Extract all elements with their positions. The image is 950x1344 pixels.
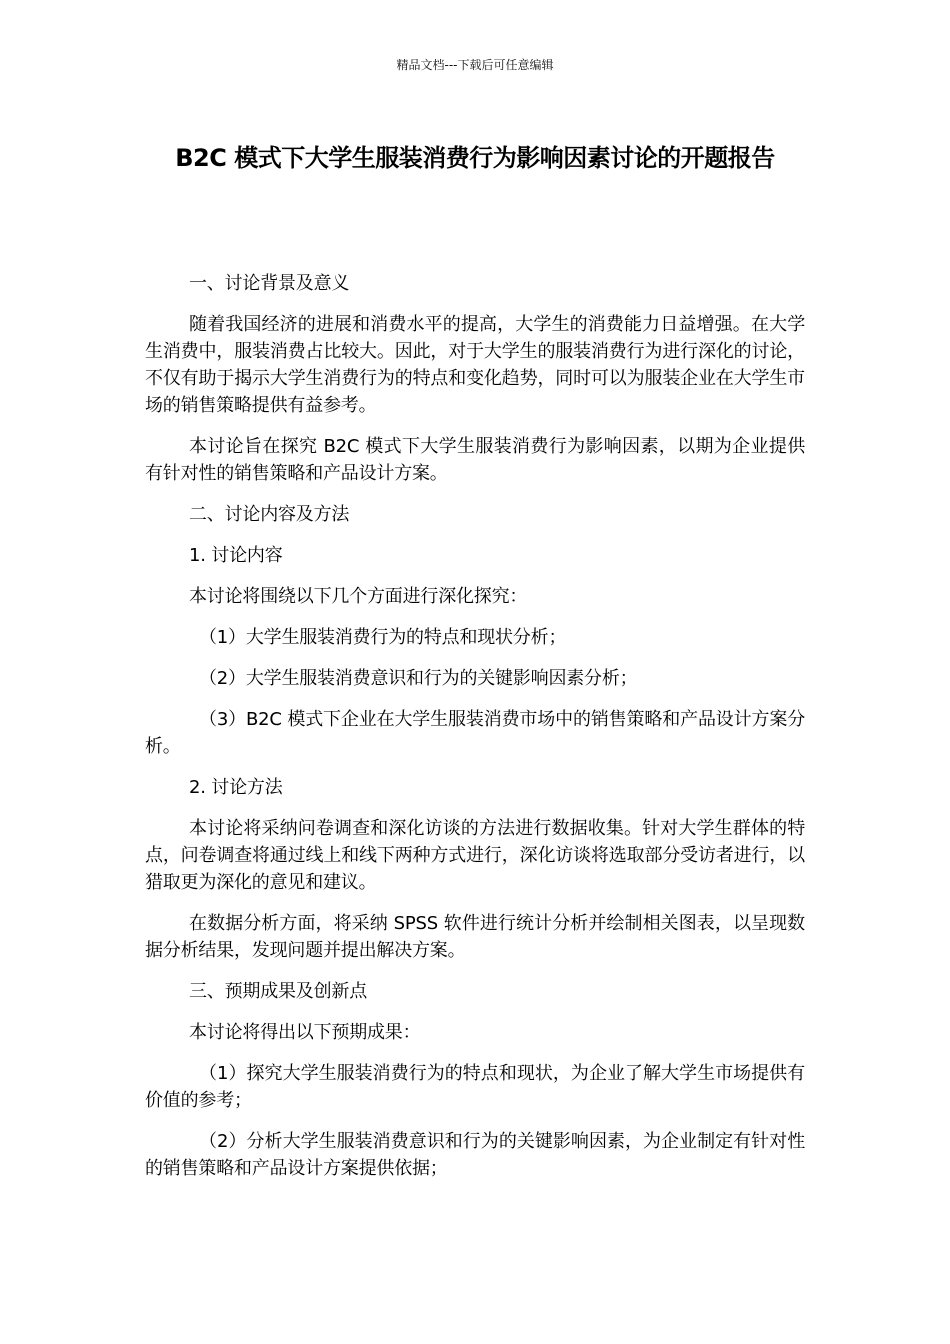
section-heading-content-method: 二、讨论内容及方法 <box>189 504 350 525</box>
paragraph-method-collection: 本讨论将采纳问卷调查和深化访谈的方法进行数据收集。针对大学生群体的特点，问卷调查将通过线上和线下两种方式进行，深化访谈将选取部分受访者进行，以猎取更为深化的意见和建议。 <box>145 818 805 893</box>
document-body <box>145 270 805 1196</box>
list-item-content-3: （3）B2C 模式下企业在大学生服装消费市场中的销售策略和产品设计方案分析。 <box>145 709 805 757</box>
list-item-content-2: （2）大学生服装消费意识和行为的关键影响因素分析； <box>199 668 638 689</box>
paragraph-background: 随着我国经济的进展和消费水平的提高，大学生的消费能力日益增强。在大学生消费中，服装消费占比较大。因此，对于大学生的服装消费行为进行深化的讨论，不仅有助于揭示大学生消费行为的特点和变化趋势，同时可以为服装企业在大学生市场的销售策略提供有益参考。 <box>145 314 805 416</box>
list-item-content-1: （1）大学生服装消费行为的特点和现状分析； <box>199 627 567 648</box>
subheading-content: 1. 讨论内容 <box>189 545 283 566</box>
list-item-outcome-2: （2）分析大学生服装消费意识和行为的关键影响因素，为企业制定有针对性的销售策略和产品设计方案提供依据； <box>145 1131 805 1179</box>
paragraph-outcomes-intro: 本讨论将得出以下预期成果： <box>189 1022 421 1043</box>
list-item-outcome-1: （1）探究大学生服装消费行为的特点和现状，为企业了解大学生市场提供有价值的参考； <box>145 1063 805 1111</box>
paragraph-purpose: 本讨论旨在探究 B2C 模式下大学生服装消费行为影响因素，以期为企业提供有针对性的销售策略和产品设计方案。 <box>145 436 805 484</box>
paragraph-method-analysis: 在数据分析方面，将采纳 SPSS 软件进行统计分析并绘制相关图表，以呈现数据分析结果，发现问题并提出解决方案。 <box>145 913 805 961</box>
section-heading-outcomes: 三、预期成果及创新点 <box>189 981 367 1002</box>
subheading-method: 2. 讨论方法 <box>189 777 283 798</box>
paragraph-content-intro: 本讨论将围绕以下几个方面进行深化探究： <box>189 586 528 607</box>
page-header: 精品文档---下载后可任意编辑 <box>396 58 554 72</box>
section-heading-background: 一、讨论背景及意义 <box>189 273 350 294</box>
document-title: B2C 模式下大学生服装消费行为影响因素讨论的开题报告 <box>175 144 775 172</box>
